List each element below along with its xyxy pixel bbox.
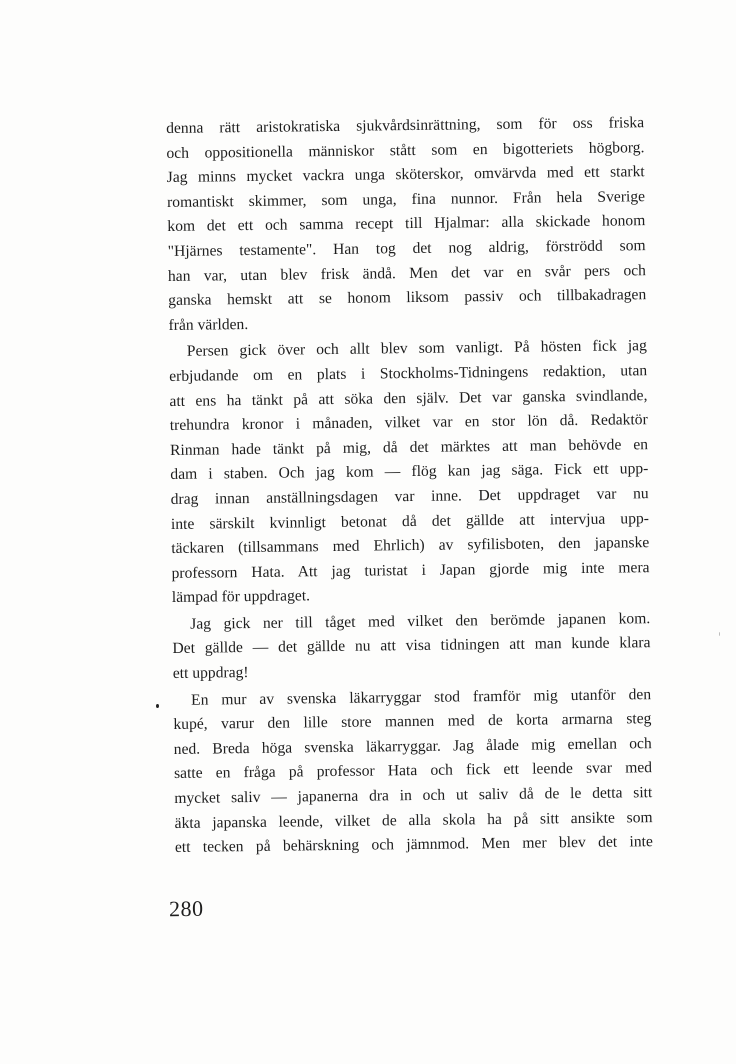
text-line: Rinman hade tänkt på mig, då det märktes att man behövde en <box>169 435 649 459</box>
ink-speck <box>156 704 159 708</box>
text-line: Jag gick ner till tåget med vilket den berömde japanen kom. <box>190 609 651 633</box>
text-line: En mur av svenska läkarryggar stod framför mig utanför den <box>191 685 652 709</box>
text-line: drag innan anställningsdagen var inne. Det uppdraget var nu <box>170 485 649 508</box>
text-line: ett uppdrag! <box>172 664 249 683</box>
text-line: professorn Hata. Att jag turistat i Japan gjorde mig inte mera <box>171 558 650 582</box>
text-line: erbjudande om en plats i Stockholms-Tidningens redaktion, utan <box>169 362 648 385</box>
text-line: ganska hemskt att se honom liksom passiv och tillbakadragen <box>168 286 647 310</box>
text-line: täckaren (tillsammans med Ehrlich) av syfilisboten, den japanske <box>171 534 650 558</box>
text-line: äkta japanska leende, vilket de alla skola ha på sitt ansikte som <box>174 808 653 832</box>
text-line: Det gällde — det gällde nu att visa tidningen att man kunde klara <box>172 634 651 658</box>
paper-mark <box>719 632 720 636</box>
text-line: han var, utan blev frisk ändå. Men det var en svår pers och <box>167 261 647 285</box>
body-text <box>166 111 653 861</box>
text-line: kupé, varur den lille store mannen med de korta armarna steg <box>173 710 652 734</box>
text-line: trehundra kronor i månaden, vilket var en stor lön då. Redaktör <box>169 411 648 435</box>
text-line: denna rätt aristokratiska sjukvårdsinrättning, som för oss friska <box>166 114 645 137</box>
text-line: romantiskt skimmer, som unga, fina nunnor. Från hela Sverige <box>166 187 646 211</box>
text-line: från världen. <box>168 315 249 334</box>
text-line: kom det ett och samma recept till Hjalmar: alla skickade honom <box>167 212 646 236</box>
text-line: dam i staben. Och jag kom — flög kan jag säga. Fick ett upp- <box>170 460 649 484</box>
text-line: "Hjärnes testamente". Han tog det nog aldrig, förströdd som <box>167 237 646 260</box>
text-line: Persen gick över och allt blev som vanligt. På hösten fick jag <box>186 337 647 361</box>
text-line: att ens ha tänkt på att söka den själv. Det var ganska svindlande, <box>169 386 648 410</box>
text-line: lämpad för uppdraget. <box>171 587 311 607</box>
text-line: satte en fråga på professor Hata och fick ett leende svar med <box>173 759 653 783</box>
page-number: 280 <box>168 895 204 922</box>
text-line: Jag minns mycket vackra unga sköterskor, omvärvda med ett starkt <box>166 163 645 187</box>
text-line: och oppositionella människor stått som en bigotteriets högborg. <box>166 138 645 162</box>
text-line: ned. Breda höga svenska läkarryggar. Jag ålade mig emellan och <box>173 734 652 758</box>
text-line: mycket saliv — japanerna dra in och ut saliv då de le detta sitt <box>174 784 653 807</box>
text-line: inte särskilt kvinnligt betonat då det gällde att intervjua upp- <box>170 509 650 533</box>
text-line: ett tecken på behärskning och jämnmod. Men mer blev det inte <box>174 833 653 857</box>
